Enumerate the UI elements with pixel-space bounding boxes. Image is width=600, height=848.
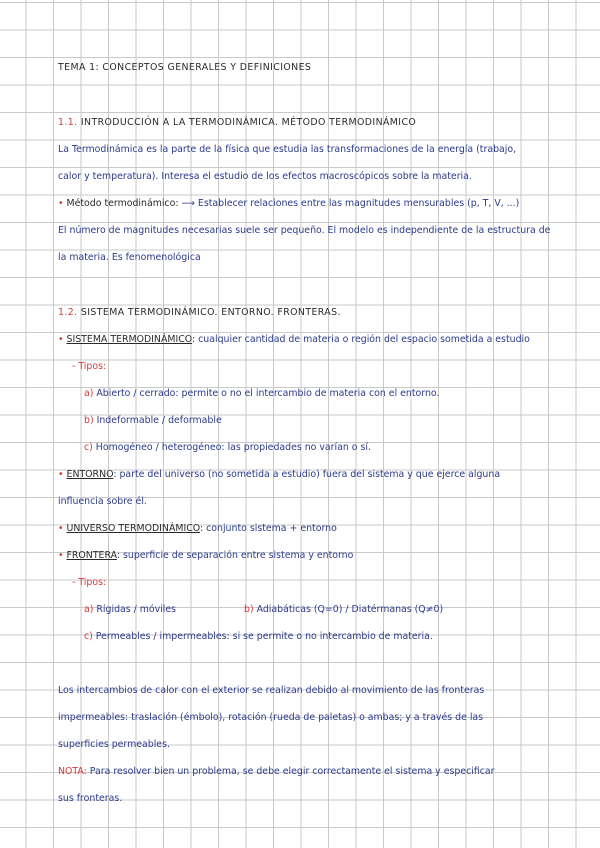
tipo-b [84, 414, 222, 428]
tipo-a-text: Abierto / cerrado: permite o no el intercambio de materia con el entorno. [96, 388, 440, 399]
bullet-icon: • [58, 334, 64, 345]
section-1-1-title: INTRODUCCIÓN A LA TERMODINÁMICA. MÉTODO TERMODINÁMICO [80, 117, 417, 128]
tipo-c-letter: c) [84, 442, 93, 453]
universo-label: UNIVERSO TERMODINÁMICO [66, 523, 200, 534]
method-label: Método termodinámico: [66, 198, 179, 209]
tipos2-label: - Tipos: [72, 577, 107, 588]
frontera-tipo-b-letter: b) [244, 604, 254, 615]
tipo-a-letter: a) [84, 388, 94, 399]
section-1-2-heading [58, 306, 341, 320]
intro-paragraph2-line-2: la materia. Es fenomenológica [58, 252, 201, 263]
frontera-tipo-c [84, 630, 433, 644]
sistema-line [58, 333, 530, 347]
entorno-line-2: influencia sobre él. [58, 496, 147, 507]
entorno-label: ENTORNO [66, 469, 114, 480]
intercambios-line-1: Los intercambios de calor con el exterior se realizan debido al movimiento de las fronteras [58, 685, 485, 696]
frontera-tipo-a [84, 603, 176, 617]
bullet-icon: • [58, 550, 64, 561]
tipo-c [84, 441, 371, 455]
tipo-c-text: Homogéneo / heterogéneo: las propiedades no varían o sí. [95, 442, 371, 453]
section-1-2-title: SISTEMA TERMODINÁMICO. ENTORNO. FRONTERAS. [80, 307, 341, 318]
universo-text: : conjunto sistema + entorno [199, 523, 337, 534]
bullet-icon: • [58, 469, 64, 480]
bullet-icon: • [58, 523, 64, 534]
frontera-tipo-c-letter: c) [84, 631, 93, 642]
tipo-b-text: Indeformable / deformable [96, 415, 222, 426]
entorno-line-1 [58, 468, 500, 482]
tipos-label: - Tipos: [72, 361, 107, 372]
frontera-line [58, 549, 353, 563]
section-1-1-number: 1.1. [58, 117, 78, 128]
intercambios-line-3: superficies permeables. [58, 739, 170, 750]
section-1-2-number: 1.2. [58, 307, 78, 318]
frontera-label: FRONTERA [66, 550, 117, 561]
frontera-tipo-a-text: Rígidas / móviles [96, 604, 177, 615]
intro-paragraph-line-1: La Termodinámica es la parte de la física que estudia las transformaciones de la energía (trabajo, [58, 144, 517, 155]
frontera-tipo-b-text: Adiabáticas (Q=0) / Diatérmanas (Q≠0) [256, 604, 444, 615]
nota-text: Para resolver bien un problema, se debe elegir correctamente el sistema y especificar [86, 766, 495, 777]
method-line [58, 197, 519, 211]
bullet-icon: • [58, 198, 64, 209]
entorno-text: : parte del universo (no sometida a estudio) fuera del sistema y que ejerce alguna [113, 469, 501, 480]
frontera-tipo-c-text: Permeables / impermeables: si se permite o no intercambio de materia. [95, 631, 433, 642]
tipo-b-letter: b) [84, 415, 94, 426]
intro-paragraph-line-2: calor y temperatura). Interesa el estudio de los efectos macroscópicos sobre la materia. [58, 171, 472, 182]
nota-label: NOTA: [58, 766, 87, 777]
page-title: TEMA 1: CONCEPTOS GENERALES Y DEFINICIONES [58, 62, 312, 73]
sistema-label: SISTEMA TERMODINÁMICO [66, 334, 192, 345]
arrow-right-icon: ⟶ [181, 198, 195, 209]
nota-line-2: sus fronteras. [58, 793, 123, 804]
frontera-text: : superficie de separación entre sistema y entorno [116, 550, 354, 561]
intercambios-line-2: impermeables: traslación (émbolo), rotación (rueda de paletas) o ambas; y a través de las [58, 712, 484, 723]
universo-line [58, 522, 337, 536]
tipo-a [84, 387, 439, 401]
frontera-tipo-b [244, 603, 443, 617]
nota-line-1 [58, 765, 495, 779]
section-1-1-heading [58, 116, 416, 130]
method-text: Establecer relaciones entre las magnitudes mensurables (p, T, V, ...) [197, 198, 520, 209]
frontera-tipo-a-letter: a) [84, 604, 94, 615]
intro-paragraph2-line-1: El número de magnitudes necesarias suele ser pequeño. El modelo es independiente de la estructura de [58, 225, 551, 236]
sistema-text: : cualquier cantidad de materia o región del espacio sometida a estudio [191, 334, 530, 345]
